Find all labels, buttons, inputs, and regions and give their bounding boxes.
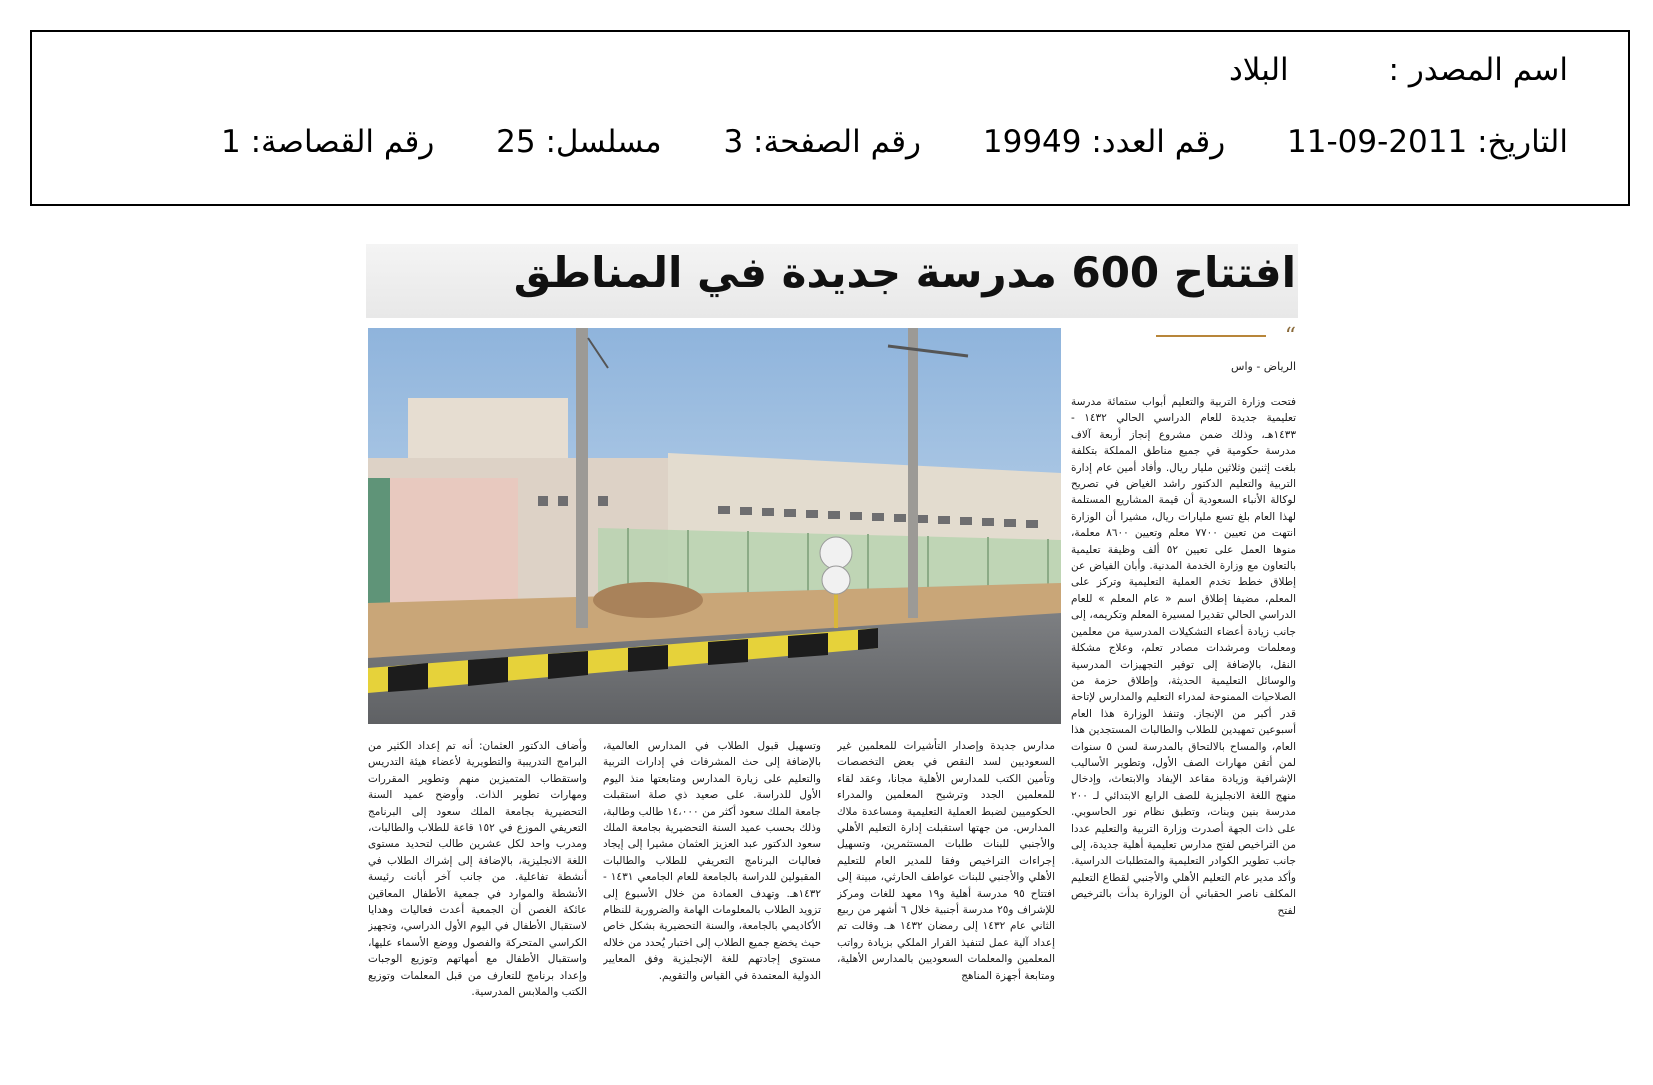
article-column-1: مدارس جديدة وإصدار التأشيرات للمعلمين غير السعوديين لسد النقص في بعض التخصصات وتأمين الكتب للمدارس الأهلية مجانا، وعقد لقاء للمعلمين الجدد وترشيح المعلمين والمدراء الحكوميين لضبط العملية التعليمية ومساعدة ملاك المدارس. من جهتها استقبلت إدارة التعليم الأهلي والأجنبي للبنات طلبات المستثمرين، وتسهيل إجراءات التراخيص وفقا للمدير العام للتعليم الأهلي والأجنبي للبنات عواطف الحارثي، مبينة إلى افتتاح ٩٥ مدرسة أهلية و١٩ معهد للغات ومركز للإشراف و٢٥ مدرسة أجنبية خلال ٦ أشهر من ربيع الثاني عام ١٤٣٢ إلى رمضان ١٤٣٢ هـ. وقالت تم إعداد آلية عمل لتنفيذ القرار الملكي بزيادة رواتب المعلمين والمعلمات السعوديين بالمدارس الأهلية، ومتابعة أجهزة المناهج [837,740,1055,982]
school-building-photo [368,328,1061,724]
article-column-3: وأضاف الدكتور العثمان: أنه تم إعداد الكثير من البرامج التدريبية والتطويرية لأعضاء هيئة التدريس واستقطاب المتميزين منهم وتطوير المقررات ومهارات تطوير الذات. وأوضح عميد السنة التحضيرية بجامعة الملك سعود إلى البرنامج التعريفي الموزع في ١٥٢ قاعة للطلاب والطالبات، ومدرب واحد لكل عشرين طالب لتحديد مستوى اللغة الانجليزية، بالإضافة إلى إشراك الطلاب في أنشطة تفاعلية. من جانب آخر أبانت رئيسة الأنشطة والموارد في جمعية الأطفال المعاقين عائكة الغصن أن الجمعية أعدت فعاليات وهدايا لاستقبال الأطفال في اليوم الأول الدراسي، وتجهيز الكراسي المتحركة والفصول ووضع الأسماء عليها، واستقبال الأطفال مع أمهاتهم وتوزيع الوجبات وإعداد برنامج للتعارف من قبل المعلمات وتوزيع الكتب والملابس المدرسية. [368,740,587,999]
quote-mark: “ [1284,324,1296,349]
article-column-2: وتسهيل قبول الطلاب في المدارس العالمية، بالإضافة إلى حث المشرفات في إدارات التربية والتعليم على زيارة المدارس ومتابعتها منذ اليوم الأول للدراسة. على صعيد ذي صلة استقبلت جامعة الملك سعود أكثر من ١٤،٠٠٠ طالب وطالبة، وذلك بحسب عميد السنة التحضيرية بجامعة الملك سعود الدكتور عبد العزيز العثمان مشيرا إلى إيجاد فعاليات البرنامج التعريفي للطلاب والطالبات المقبولين للدراسة بالجامعة للعام الجامعي ١٤٣١ - ١٤٣٢هـ. وتهدف العمادة من خلال الأسبوع إلى تزويد الطلاب بالمعلومات الهامة والضرورية للنظام الأكاديمي بالجامعة، والسنة التحضيرية بشكل خاص حيث يخضع جميع الطلاب إلى اختبار يُحدد من خلاله مستوى إجادتهم للغة الإنجليزية وفق المعايير الدولية المعتمدة في القياس والتقويم. [603,740,821,982]
source-metadata-box [30,30,1630,206]
headline-bar [366,244,1298,318]
serial-field [496,124,661,160]
page-field [723,124,921,160]
serial-label: مسلسل: [545,124,662,160]
issue-info-line [169,124,1568,160]
decorative-rule [1156,335,1266,337]
article-headline: افتتاح 600 مدرسة جديدة في المناطق [513,248,1296,297]
date-value: 2011-09-11 [1287,124,1468,160]
date-field [1287,124,1568,160]
source-line [1229,52,1568,88]
article-column-right: فتحت وزارة التربية والتعليم أبواب ستمائة مدرسة تعليمية جديدة للعام الدراسي الحالي ١٤٣٢ - ١٤٣٣هـ، وذلك ضمن مشروع إنجاز أربعة آلاف مدرسة حكومية في جميع مناطق المملكة بتكلفة بلغت إثنين وثلاثين مليار ريال. وأفاد أمين عام إدارة التربية والتعليم الدكتور راشد الغياض في تصريح لوكالة الأنباء السعودية أن قيمة المشاريع المستلمة لهذا العام بلغ تسع مليارات ريال، مشيرا أن الوزارة انتهت من تعيين ٧٧٠٠ معلم وتعيين ٨٦٠٠ معلمة، منوها العمل على تعيين ٥٢ ألف وظيفة تعليمية بالتعاون مع وزارة الخدمة المدنية. وأبان الفياض عن إطلاق خطط تخدم العملية التعليمية وتركز على المعلم، مضيفا إطلاق اسم « عام المعلم » للعام الدراسي الحالي تقديرا لمسيرة المعلم وتكريمه، إلى جانب زيادة أعضاء التشكيلات المدرسية من معلمين ومعلمات ومرشدات مصادر تعلم، وعلاج مشكلة النقل، بالإضافة إلى توفير التجهيزات المدرسية والوسائل التعليمية الحديثة، وإطلاق حزمة من الصلاحيات الممنوحة لمدراء التعليم والمدارس لإتاحة قدر أكبر من الإنجاز. وتنفذ الوزارة هذا العام أسبوعين تمهيدين للطلاب والطالبات المستجدين هذا العام، والمساح بالالتحاق بالمدرسة لسن ٥ سنوات لمن أتقن مهارات الصف الأول، وتطوير الأساليب الإشرافية وزيادة مقاعد الإيفاد والابتعاث، وإدخال منهج اللغة الانجليزية للصف الرابع الابتدائي لـ ٢٠٠ مدرسة بنين وبنات، وتطبق نظام نور الحاسوبي. على ذات الجهة أصدرت وزارة التربية والتعليم عددا من التراخيص لفتح مدارس تعليمية أهلية جديدة، إلى جانب تطوير الكوادر التعليمية والمتطلبات الدراسية. وأكد مدير عام التعليم الأهلي والأجنبي لقطاع التعليم المكلف ناصر الحقباني أن الوزارة بدأت بالترخيص لفتح [1071,396,1296,917]
clip-label: رقم القصاصة: [250,124,435,160]
clip-field [221,124,434,160]
article-dateline: الرياض - واس [1231,360,1296,373]
issue-value: 19949 [982,124,1082,160]
serial-value: 25 [496,124,536,160]
clip-value: 1 [220,124,241,160]
page-label: رقم الصفحة: [753,124,922,160]
issue-field [983,124,1225,160]
date-label: التاريخ: [1477,124,1568,160]
page-value: 3 [723,124,744,160]
issue-label: رقم العدد: [1091,124,1226,160]
source-label: اسم المصدر : [1388,52,1568,88]
source-value: البلاد [1228,52,1289,88]
newspaper-clipping [366,244,1298,1072]
